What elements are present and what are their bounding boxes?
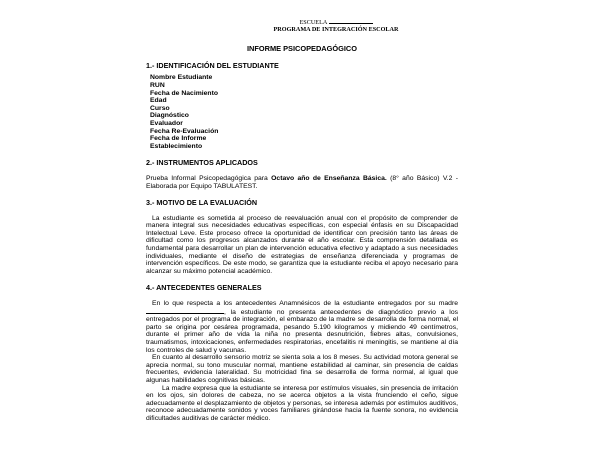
section3-heading: 3.- MOTIVO DE LA EVALUACIÓN — [146, 198, 258, 208]
section2-heading: 2.- INSTRUMENTOS APLICADOS — [146, 158, 258, 168]
sensory-paragraph: La madre expresa que la estudiante se interesa por estímulos visuales, sin presencia de irritación en los ojos, sin dolores de cabeza, no se acerca objetos a la vista frunciendo el ceño, sigue adecuadamente el desplazamiento de objetos y personas, se interesa además por estímulos auditivos, reconoce adecuadamente sonidos y voces familiares girándose hacia la fuente sonora, no evidencia dificultades auditivas de carácter médico. — [146, 384, 458, 422]
document-title: INFORME PSICOPEDAGÓGICO — [246, 44, 358, 54]
field-label: Fecha Re-Evaluación — [150, 127, 219, 135]
field-label: Establecimiento — [150, 142, 203, 150]
field-label: RUN — [150, 81, 165, 89]
field-label: Diagnóstico — [150, 112, 189, 120]
mother-name-blank — [146, 308, 224, 314]
program-name: PROGRAMA DE INTEGRACIÓN ESCOLAR — [273, 25, 399, 33]
section1-heading: 1.- IDENTIFICACIÓN DEL ESTUDIANTE — [146, 60, 279, 70]
document-page — [146, 18, 458, 423]
instruments-text-end: (8° año Básico) V.2 - Elaborada por Equipo TABULATEST. — [146, 174, 458, 190]
motor-development-paragraph: En cuanto al desarrollo sensorio motriz se sienta sola a los 8 meses. Su actividad motora general se aprecia normal, su tono muscular normal, mantiene estabilidad al caminar, sin presencia de caídas frecuentes, evidencia lateralidad. Su motricidad fina se desarrolla de forma normal, al igual que algunas habilidades cognitivas básicas. — [146, 354, 458, 384]
field-label: Nombre Estudiante — [150, 74, 213, 82]
anamnesis-text-end: , la estudiante no presenta antecedentes de diagnóstico previo a los entregados por el programa de integración, el embarazo de la madre se desarrolla de forma normal, el parto se origina por cesárea programada, pesando 5.190 kilogramos y midiendo 49 centímetros, durante el primer año de vida la niña no presenta desnutrición, fiebres altas, convulsiones, traumatismos, intoxicaciones, enfermedades respiratorias, encefalitis ni meningitis, se mantiene al día los controles de salud y vacunas. — [146, 308, 458, 354]
field-label: Curso — [150, 104, 170, 112]
background-paragraphs — [146, 300, 458, 423]
anamnesis-text-start: En lo que respecta a los antecedentes Anamnésicos de la estudiante entregados por su madre — [152, 300, 458, 308]
instruments-text: Prueba Informal Psicopedagógica para — [146, 174, 272, 182]
field-label: Fecha de Informe — [150, 135, 207, 143]
section4-heading: 4.- ANTECEDENTES GENERALES — [146, 283, 262, 293]
evaluation-reason-paragraph — [146, 215, 458, 276]
student-fields — [150, 74, 458, 150]
anamnesis-paragraph — [146, 300, 458, 354]
field-label: Fecha de Nacimiento — [150, 89, 218, 97]
school-name-blank — [329, 18, 373, 24]
school-label: ESCUELA — [299, 19, 327, 26]
document-header — [266, 18, 406, 33]
instruments-paragraph — [146, 175, 458, 190]
field-label: Edad — [150, 97, 167, 105]
field-label: Evaluador — [150, 119, 183, 127]
instruments-level: Octavo año de Enseñanza Básica. — [271, 174, 387, 182]
evaluation-reason-text: La estudiante es sometida al proceso de reevaluación anual con el propósito de comprender de manera integral sus necesidades educativas específicas, con especial énfasis en su Discapacidad Intelectual Leve. Este proceso ofrece la oportunidad de identificar con precisión tanto las áreas de dificultad como los progresos alcanzados durante el año escolar. Esta comprensión detallada es fundamental para desarrollar un plan de intervención educativa efectivo y adaptado a sus necesidades individuales, mediante el diseño de estrategias de enseñanza diferenciada y programas de intervención específicos. De este modo, se garantiza que la estudiante reciba el apoyo necesario para alcanzar su máximo potencial académico. — [146, 214, 458, 275]
